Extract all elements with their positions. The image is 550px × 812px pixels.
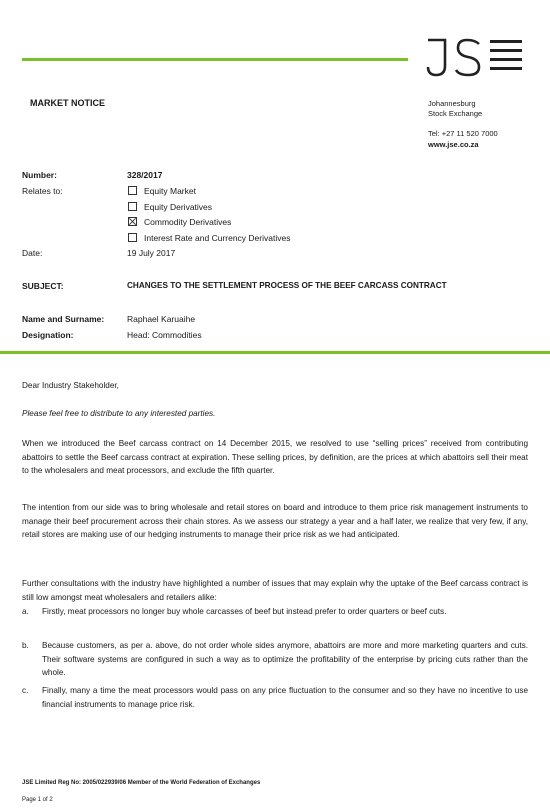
list-item: [22, 605, 528, 619]
list-item-text: Firstly, meat processors no longer buy whole carcasses of beef but instead prefer to order quarters or beef cuts.: [42, 607, 447, 616]
salutation: Dear Industry Stakeholder,: [22, 381, 119, 390]
list-marker: b.: [22, 641, 29, 650]
paragraph-1: When we introduced the Beef carcass contract on 14 December 2015, we resolved to use “selling prices” received from contributing abattoirs to settle the Beef carcass contract at expiration. These selling prices, by definition, are the prices at which abattoirs sell their meat to the wholesalers and meat processors, and exclude the fifth quarter.: [22, 439, 528, 476]
jse-logo-icon: [425, 38, 525, 78]
relates-option-interest-rate: Interest Rate and Currency Derivatives: [128, 233, 290, 243]
distribute-note: Please feel free to distribute to any interested parties.: [22, 409, 216, 418]
number-label: Number:: [22, 170, 57, 180]
section-rule: [0, 351, 550, 354]
relates-option-equity-derivatives: Equity Derivatives: [128, 202, 212, 212]
org-name-line1: Johannesburg: [428, 99, 476, 108]
org-web[interactable]: www.jse.co.za: [428, 140, 479, 149]
notice-title: MARKET NOTICE: [30, 98, 105, 108]
relates-option-commodity-derivatives: Commodity Derivatives: [128, 217, 231, 227]
footer-reg: JSE Limited Reg No: 2005/022939/06 Member of the World Federation of Exchanges: [22, 780, 261, 786]
checkbox-icon: [128, 186, 137, 195]
list-item: [22, 639, 528, 680]
checked-checkbox-icon: [128, 217, 137, 226]
subject-label: SUBJECT:: [22, 281, 64, 291]
footer-page: Page 1 of 2: [22, 797, 53, 803]
relates-option-equity-market: Equity Market: [128, 186, 196, 196]
date-value: 19 July 2017: [127, 248, 176, 258]
designation-label: Designation:: [22, 330, 74, 340]
date-label: Date:: [22, 248, 43, 258]
checkbox-icon: [128, 202, 137, 211]
list-marker: a.: [22, 607, 29, 616]
subject-value: CHANGES TO THE SETTLEMENT PROCESS OF THE BEEF CARCASS CONTRACT: [127, 281, 447, 290]
list-item-text: Because customers, as per a. above, do not order whole sides anymore, abattoirs are more and more marketing quarters and cuts. Their software systems are configured in such a way as to optimize the profitability of the enterprise by pricing cuts rather than the whole.: [42, 641, 528, 678]
paragraph-2: The intention from our side was to bring wholesale and retail stores on board and introduce to them price risk management instruments to manage their beef procurement across their chain stores. As we assess our strategy a year and a half later, we realize that very few, if any, retail stores are making use of our hedging instruments to manage their price risk as we had anticipated.: [22, 503, 528, 540]
relates-label: Relates to:: [22, 186, 63, 196]
name-label: Name and Surname:: [22, 314, 105, 324]
list-item: [22, 684, 528, 711]
list-item-text: Finally, many a time the meat processors would pass on any price fluctuation to the consumer and so they have no incentive to use financial instruments to manage price risk.: [42, 686, 528, 709]
jse-logo: [425, 38, 525, 78]
org-name-line2: Stock Exchange: [428, 109, 483, 118]
checkbox-icon: [128, 233, 137, 242]
top-rule: [22, 58, 408, 61]
name-value: Raphael Karuaihe: [127, 314, 196, 324]
list-marker: c.: [22, 686, 29, 695]
number-value: 328/2017: [127, 170, 163, 180]
org-tel: Tel: +27 11 520 7000: [428, 129, 498, 138]
designation-value: Head: Commodities: [127, 330, 202, 340]
paragraph-3: Further consultations with the industry have highlighted a number of issues that may explain why the uptake of the Beef carcass contract is still low amongst meat wholesalers and retailers alike:: [22, 579, 528, 602]
